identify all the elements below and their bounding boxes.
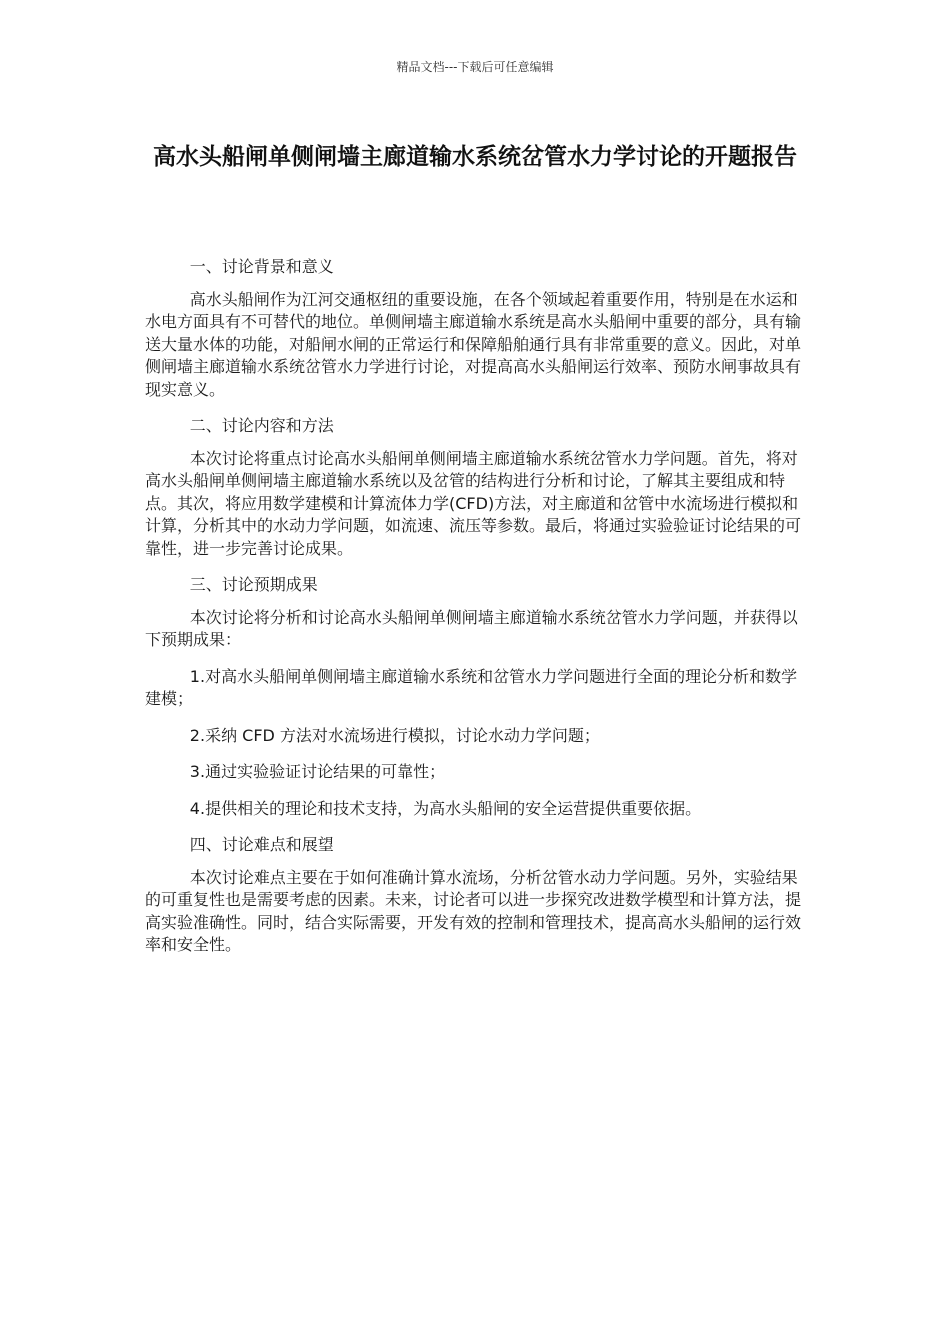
paragraph-expected-results: 本次讨论将分析和讨论高水头船闸单侧闸墙主廊道输水系统岔管水力学问题，并获得以下预期成果： [145,607,798,649]
document-body [145,256,810,971]
list-item: 3.通过实验验证讨论结果的可靠性； [189,762,446,781]
paragraph-content-method: 本次讨论将重点讨论高水头船闸单侧闸墙主廊道输水系统岔管水力学问题。首先，将对高水头船闸单侧闸墙主廊道输水系统以及岔管的结构进行分析和讨论，了解其主要组成和特点。其次，将应用数学建模和计算流体力学(CFD)方法，对主廊道和岔管中水流场进行模拟和计算，分析其中的水动力学问题，如流速、流压等参数。最后，将通过实验验证讨论结果的可靠性，进一步完善讨论成果。 [145,448,802,558]
list-item: 2.采纳 CFD 方法对水流场进行模拟，讨论水动力学问题； [189,725,600,745]
paragraph-difficulties: 本次讨论难点主要在于如何准确计算水流场，分析岔管水动力学问题。另外，实验结果的可重复性也是需要考虑的因素。未来，讨论者可以进一步探究改进数学模型和计算方法，提高实验准确性。同时，结合实际需要，开发有效的控制和管理技术，提高高水头船闸的运行效率和安全性。 [145,867,802,954]
paragraph-background: 高水头船闸作为江河交通枢纽的重要设施，在各个领域起着重要作用，特别是在水运和水电方面具有不可替代的地位。单侧闸墙主廊道输水系统是高水头船闸中重要的部分，具有输送大量水体的功能，对船闸水闸的正常运行和保障船舶通行具有非常重要的意义。因此，对单侧闸墙主廊道输水系统岔管水力学进行讨论，对提高高水头船闸运行效率、预防水闸事故具有现实意义。 [145,289,802,399]
list-item: 4.提供相关的理论和技术支持，为高水头船闸的安全运营提供重要依据。 [189,798,702,818]
section-heading-background: 一、讨论背景和意义 [189,257,334,276]
section-heading-content-method: 二、讨论内容和方法 [189,416,334,435]
header-note: 精品文档---下载后可任意编辑 [396,60,554,74]
list-item: 1.对高水头船闸单侧闸墙主廊道输水系统和岔管水力学问题进行全面的理论分析和数学建模； [145,666,798,708]
section-heading-expected-results: 三、讨论预期成果 [189,575,318,594]
document-title: 高水头船闸单侧闸墙主廊道输水系统岔管水力学讨论的开题报告 [153,144,797,170]
section-heading-difficulties: 四、讨论难点和展望 [189,835,334,854]
